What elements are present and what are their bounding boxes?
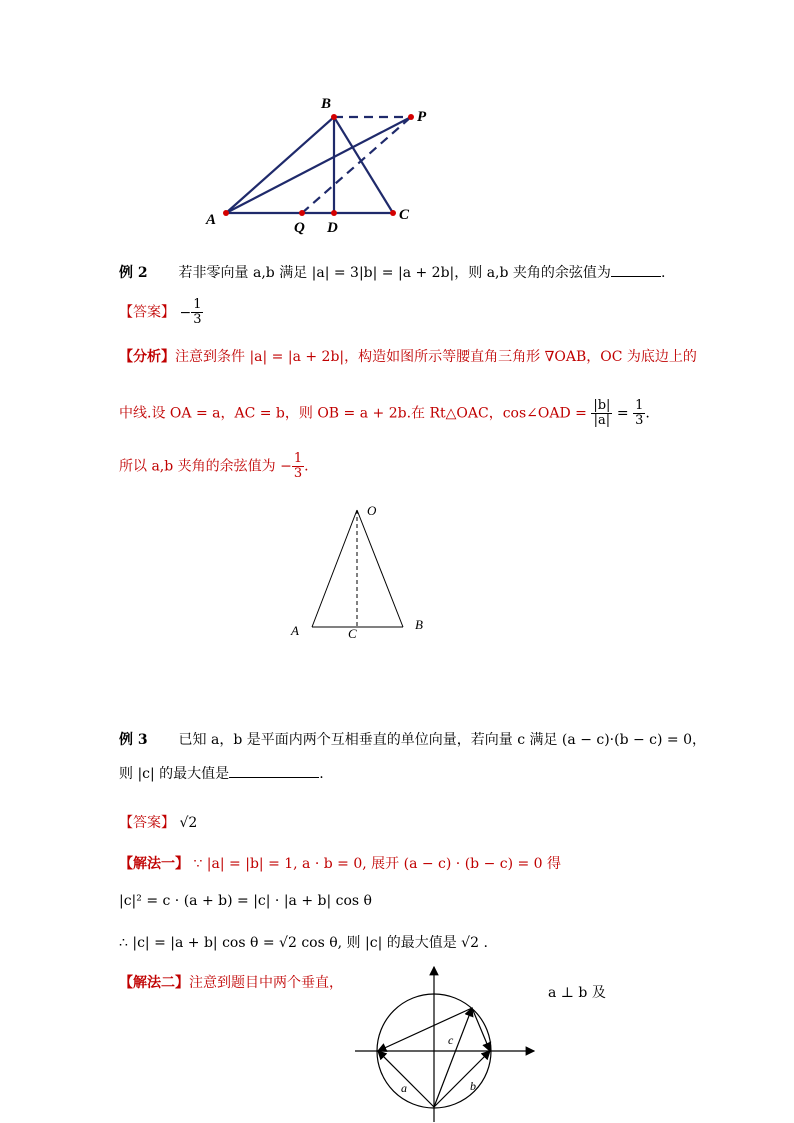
analysis-text-3: 所以 a,b 夹角的余弦值为 −: [119, 458, 292, 475]
analysis-tag: 【分析】: [119, 349, 175, 365]
analysis-line-2: 中线.设 OA = a，AC = b，则 OB = a + 2b.在 Rt△OAC，cos∠OAD = $\frac{|b|}{|a|}$ = $\frac{1}{3}$ .: [119, 398, 650, 428]
period: .: [660, 265, 666, 281]
analysis-text-2: 中线.设 OA = a，AC = b，则 OB = a + 2b.在 Rt△OAC，cos∠OAD =: [119, 405, 587, 422]
example-2-label: 例 2: [119, 265, 148, 281]
label-a2: A: [291, 623, 299, 638]
label-p: P: [417, 109, 427, 125]
solution-1-line-3: [119, 932, 488, 952]
solution-2-right-text: a ⊥ b 及: [548, 985, 606, 1001]
solution-2-line: [119, 972, 343, 992]
answer-3-value: √2: [179, 815, 198, 831]
label-vec-a: a: [401, 1081, 407, 1095]
example-3: [119, 729, 706, 749]
solution-2-text: 注意到题目中两个垂直，: [189, 975, 343, 991]
solution-2-tag: 【解法二】: [119, 975, 189, 991]
label-b2: B: [415, 617, 423, 632]
answer-tag: 【答案】: [119, 304, 175, 321]
analysis-result-frac: $\frac{1}{3}$: [293, 451, 303, 481]
analysis-text-1: 注意到条件 |a| = |a + 2b|，构造如图所示等腰直角三角形 ∇OAB，OC 为底边上的: [175, 349, 697, 365]
analysis-line-1: [119, 346, 697, 366]
answer-3-tag: 【答案】: [119, 815, 175, 831]
example-3-text-2: 则 |c| 的最大值是: [119, 766, 230, 782]
solution-1-tag: 【解法一】: [119, 856, 189, 872]
label-o: O: [367, 503, 377, 518]
vector-b: [434, 1051, 490, 1107]
example-3-label: 例 3: [119, 732, 148, 748]
answer-2: [119, 298, 203, 327]
segment-oa: [312, 510, 357, 627]
example-3-text: 已知 a，b 是平面内两个互相垂直的单位向量，若向量 c 满足 (a − c)·(b − c) = 0，: [178, 732, 707, 748]
label-q: Q: [294, 220, 305, 236]
example-3-line-2: 则 |c| 的最大值是 .: [119, 763, 324, 783]
label-vec-c: c: [448, 1033, 454, 1047]
label-d: D: [327, 220, 338, 236]
analysis-line-3: 所以 a,b 夹角的余弦值为 − $\frac{1}{3}$ .: [119, 451, 309, 481]
ratio-b-over-a: $\frac{|b|}{|a|}$: [593, 398, 611, 428]
answer-3: [119, 812, 197, 832]
answer-blank[interactable]: [611, 262, 661, 277]
example-2: [119, 262, 665, 282]
vector-a: [378, 1051, 434, 1107]
figure-triangle-abc: [200, 90, 450, 240]
solution-1-line-1: [119, 853, 561, 873]
solution-1-text-1: ∵ |a| = |b| = 1, a · b = 0, 展开 (a − c) · (b − c) = 0 得: [193, 856, 562, 872]
label-c2: C: [348, 626, 357, 641]
label-vec-b: b: [470, 1079, 476, 1093]
solution-1-text-2: |c|² = c · (a + b) = |c| · |a + b| cos θ: [119, 893, 372, 909]
label-a: A: [206, 212, 217, 228]
label-c: C: [399, 207, 410, 223]
solution-2-right: [548, 982, 606, 1002]
figure-circle-vectors: [350, 962, 540, 1123]
answer-2-value: − $\frac{1}{3}$: [179, 297, 202, 327]
ratio-result: $\frac{1}{3}$: [635, 398, 644, 428]
segment-ob: [357, 510, 403, 627]
example-2-text: 若非零向量 a,b 满足 |a| = 3|b| = |a + 2b|，则 a,b 夹角的余弦值为: [178, 265, 611, 281]
solution-1-text-3: ∴ |c| = |a + b| cos θ = √2 cos θ, 则 |c| 的最大值是 √2 .: [119, 935, 488, 951]
answer-blank-3[interactable]: [229, 763, 319, 778]
solution-1-line-2: [119, 893, 372, 909]
figure-isosceles-oab: [285, 500, 435, 645]
label-b: B: [321, 96, 332, 112]
